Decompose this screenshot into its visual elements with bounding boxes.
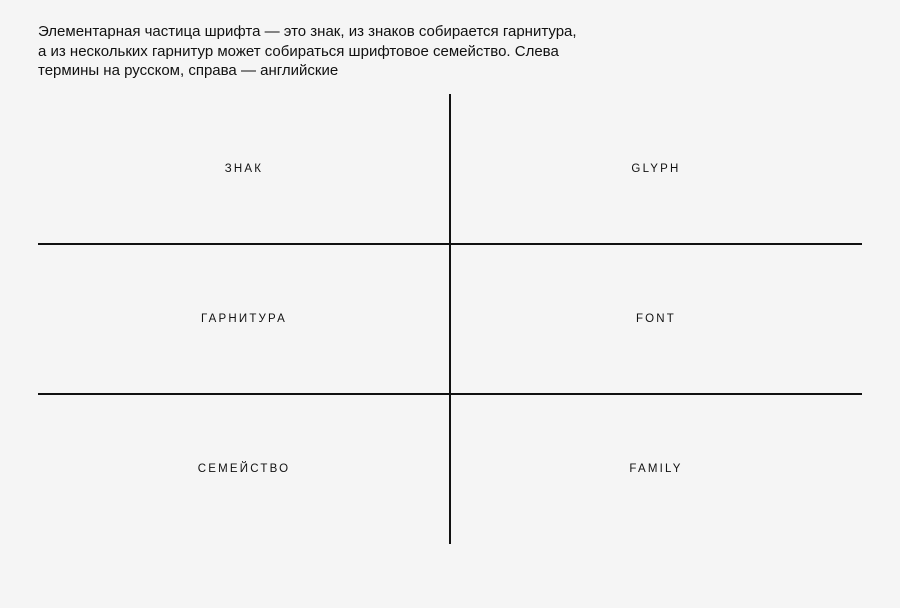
intro-line-1: Элементарная частица шрифта — это знак, из знаков собирается гарнитура, <box>38 23 577 40</box>
term-en-glyph: GLYPH <box>631 163 681 175</box>
intro-text <box>38 22 638 81</box>
term-ru-glyph: ЗНАК <box>224 163 264 175</box>
term-ru-family: СЕМЕЙСТВО <box>197 463 291 475</box>
term-en-font: FONT <box>635 313 677 325</box>
term-ru-font: ГАРНИТУРА <box>200 313 288 325</box>
intro-line-3: термины на русском, справа — английские <box>38 62 339 79</box>
term-en-family: FAMILY <box>629 463 683 475</box>
terms-grid <box>38 94 862 544</box>
intro-line-2: а из нескольких гарнитур может собираться шрифтовое семейство. Слева <box>38 42 559 60</box>
